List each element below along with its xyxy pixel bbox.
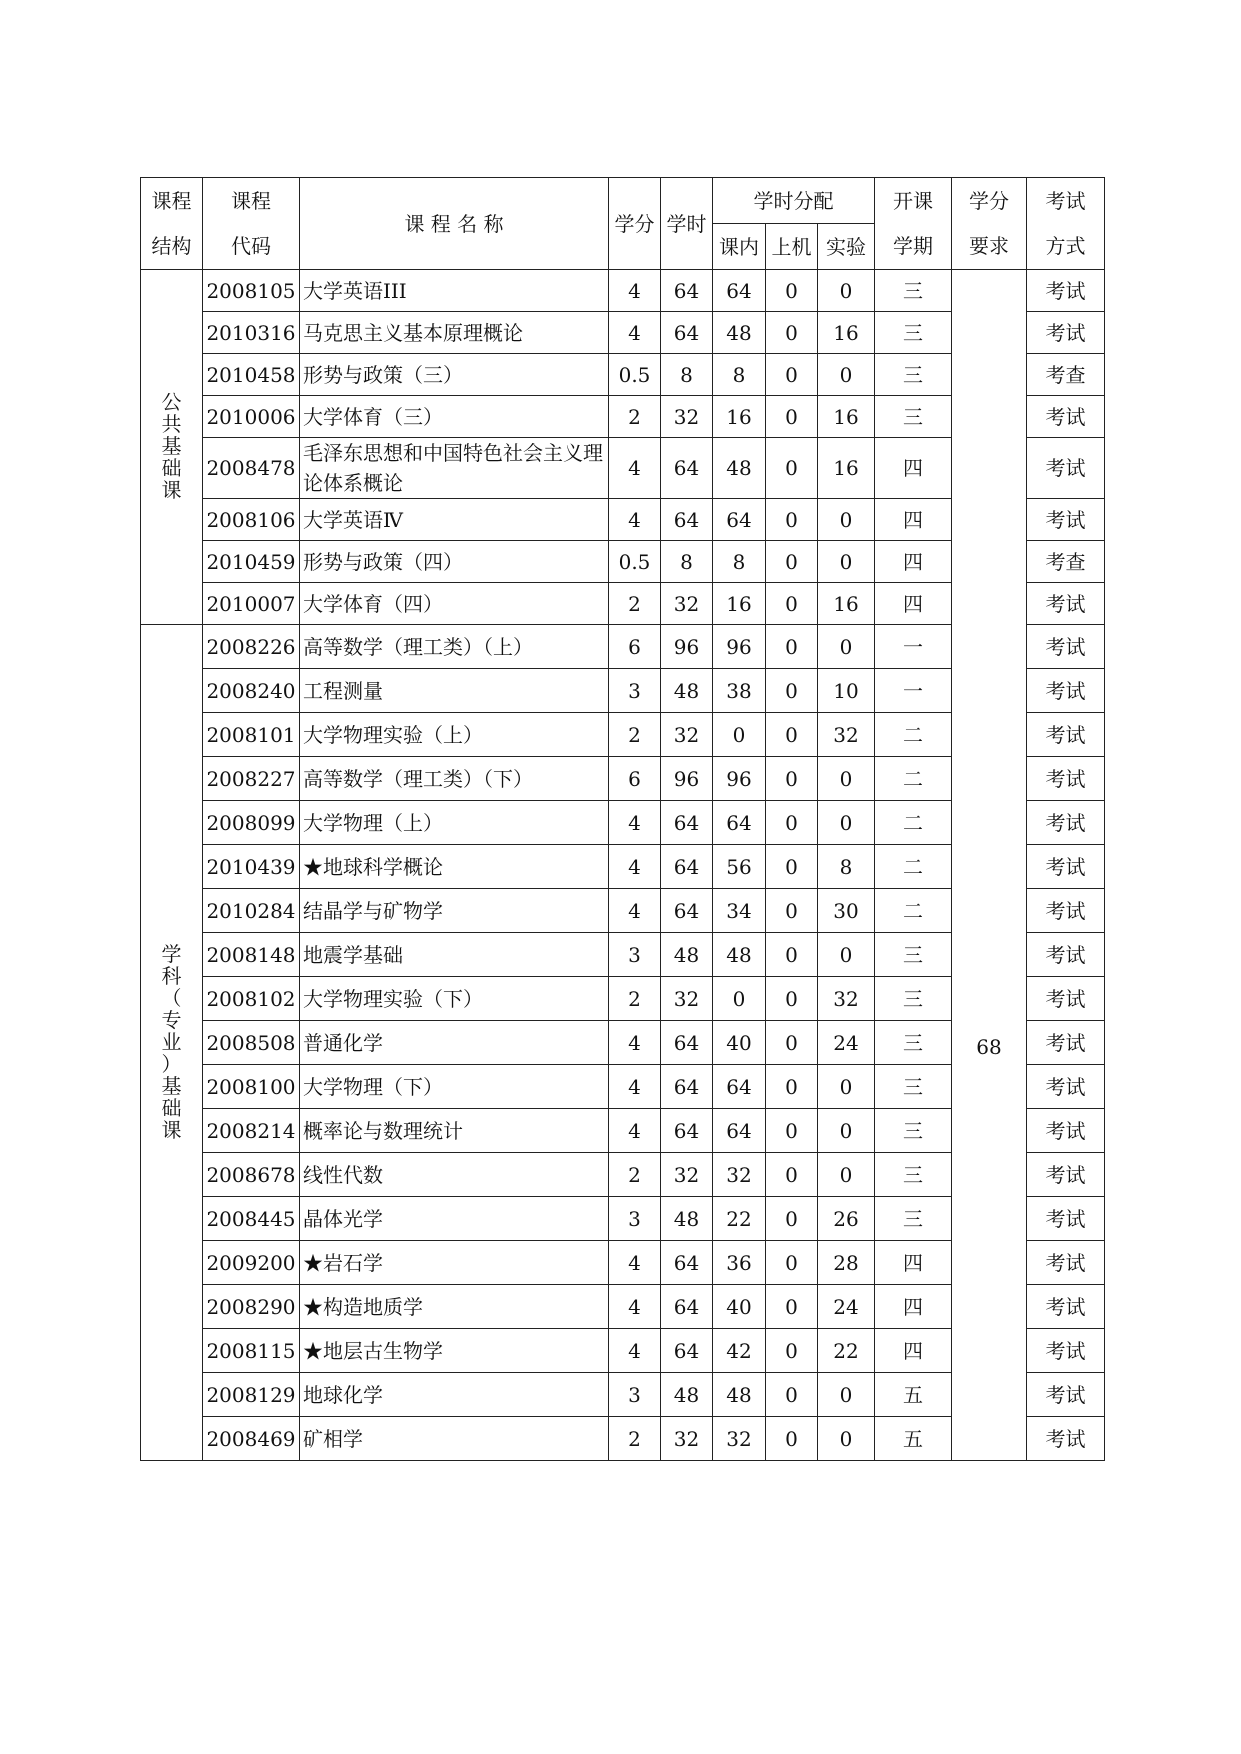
course-exam-method: 考试 (1027, 1373, 1105, 1417)
hours-in-class: 8 (713, 541, 766, 583)
course-exam-method: 考试 (1027, 757, 1105, 801)
course-semester: 五 (875, 1417, 952, 1461)
course-credit: 3 (609, 933, 661, 977)
header-computer: 上机 (766, 224, 818, 270)
course-code: 2008129 (203, 1373, 300, 1417)
course-semester: 三 (875, 1197, 952, 1241)
hours-lab: 0 (818, 757, 875, 801)
hours-computer: 0 (766, 438, 818, 499)
course-structure-group (141, 270, 203, 625)
course-exam-method: 考试 (1027, 1329, 1105, 1373)
required-credits-value: 68 (952, 270, 1027, 1461)
course-semester: 一 (875, 625, 952, 669)
hours-computer: 0 (766, 1329, 818, 1373)
course-code: 2010006 (203, 396, 300, 438)
course-credit: 3 (609, 1197, 661, 1241)
course-name: 形势与政策（三） (300, 354, 609, 396)
course-name: 大学物理（上） (300, 801, 609, 845)
hours-lab: 16 (818, 312, 875, 354)
hours-computer: 0 (766, 1373, 818, 1417)
course-code: 2010007 (203, 583, 300, 625)
course-name: 大学英语Ⅳ (300, 499, 609, 541)
hours-computer: 0 (766, 312, 818, 354)
group-label-char: 基 (161, 1073, 182, 1098)
course-code: 2009200 (203, 1241, 300, 1285)
group-label-char: ） (161, 1051, 182, 1076)
header-in-class: 课内 (713, 224, 766, 270)
hours-computer: 0 (766, 499, 818, 541)
hours-in-class: 64 (713, 1065, 766, 1109)
course-credit: 4 (609, 312, 661, 354)
course-exam-method: 考试 (1027, 713, 1105, 757)
course-name: ★地层古生物学 (300, 1329, 609, 1373)
course-credit: 2 (609, 1417, 661, 1461)
course-credit: 4 (609, 1329, 661, 1373)
hours-computer: 0 (766, 1109, 818, 1153)
hours-lab: 16 (818, 438, 875, 499)
course-semester: 四 (875, 1329, 952, 1373)
hours-in-class: 38 (713, 669, 766, 713)
hours-lab: 10 (818, 669, 875, 713)
course-credit: 4 (609, 438, 661, 499)
hours-lab: 0 (818, 1153, 875, 1197)
course-hours: 64 (661, 801, 713, 845)
course-name: 地震学基础 (300, 933, 609, 977)
hours-computer: 0 (766, 1285, 818, 1329)
course-exam-method: 考试 (1027, 270, 1105, 312)
hours-lab: 30 (818, 889, 875, 933)
hours-lab: 28 (818, 1241, 875, 1285)
group-label-char: 学 (161, 941, 182, 966)
course-name: 形势与政策（四） (300, 541, 609, 583)
course-credit: 0.5 (609, 354, 661, 396)
course-credit: 2 (609, 977, 661, 1021)
course-credit: 3 (609, 669, 661, 713)
course-semester: 三 (875, 933, 952, 977)
course-exam-method: 考试 (1027, 312, 1105, 354)
course-name: 高等数学（理工类）（上） (300, 625, 609, 669)
course-hours: 64 (661, 438, 713, 499)
course-exam-method: 考试 (1027, 438, 1105, 499)
hours-in-class: 36 (713, 1241, 766, 1285)
group-label-char: 科 (161, 963, 182, 988)
course-exam-method: 考试 (1027, 977, 1105, 1021)
course-code: 2008214 (203, 1109, 300, 1153)
hours-computer: 0 (766, 845, 818, 889)
hours-lab: 16 (818, 396, 875, 438)
hours-computer: 0 (766, 669, 818, 713)
course-name: 大学体育（三） (300, 396, 609, 438)
course-exam-method: 考试 (1027, 845, 1105, 889)
course-hours: 96 (661, 625, 713, 669)
course-code: 2008290 (203, 1285, 300, 1329)
course-hours: 32 (661, 583, 713, 625)
course-hours: 64 (661, 1329, 713, 1373)
hours-computer: 0 (766, 1065, 818, 1109)
hours-in-class: 48 (713, 1373, 766, 1417)
course-credit: 2 (609, 583, 661, 625)
course-exam-method: 考试 (1027, 1417, 1105, 1461)
table-header (141, 178, 1105, 270)
course-semester: 四 (875, 1285, 952, 1329)
hours-in-class: 48 (713, 312, 766, 354)
course-code: 2008106 (203, 499, 300, 541)
course-semester: 三 (875, 270, 952, 312)
hours-in-class: 48 (713, 933, 766, 977)
group-label-char: 公 (161, 390, 182, 414)
course-semester: 三 (875, 1153, 952, 1197)
header-hours: 学时 (661, 178, 713, 270)
course-name: 结晶学与矿物学 (300, 889, 609, 933)
hours-computer: 0 (766, 1153, 818, 1197)
course-exam-method: 考试 (1027, 583, 1105, 625)
course-semester: 二 (875, 801, 952, 845)
course-name: 毛泽东思想和中国特色社会主义理论体系概论 (300, 438, 609, 499)
course-code: 2010458 (203, 354, 300, 396)
course-code: 2008100 (203, 1065, 300, 1109)
header-required-credits: 学分 要求 (952, 178, 1027, 270)
hours-computer: 0 (766, 625, 818, 669)
course-hours: 8 (661, 354, 713, 396)
course-semester: 三 (875, 396, 952, 438)
header-exam-method: 考试 方式 (1027, 178, 1105, 270)
course-code: 2008105 (203, 270, 300, 312)
course-semester: 一 (875, 669, 952, 713)
course-name: 线性代数 (300, 1153, 609, 1197)
course-credit: 4 (609, 499, 661, 541)
group-label-char: 课 (161, 478, 182, 502)
course-hours: 8 (661, 541, 713, 583)
hours-computer: 0 (766, 889, 818, 933)
course-semester: 三 (875, 1109, 952, 1153)
hours-in-class: 64 (713, 801, 766, 845)
hours-lab: 0 (818, 1373, 875, 1417)
course-exam-method: 考试 (1027, 889, 1105, 933)
course-credit: 0.5 (609, 541, 661, 583)
course-semester: 四 (875, 1241, 952, 1285)
hours-computer: 0 (766, 977, 818, 1021)
course-semester: 三 (875, 312, 952, 354)
hours-lab: 32 (818, 713, 875, 757)
course-hours: 48 (661, 933, 713, 977)
course-hours: 32 (661, 1153, 713, 1197)
course-hours: 64 (661, 270, 713, 312)
course-hours: 64 (661, 1109, 713, 1153)
hours-lab: 8 (818, 845, 875, 889)
hours-computer: 0 (766, 757, 818, 801)
hours-computer: 0 (766, 1197, 818, 1241)
course-credit: 4 (609, 801, 661, 845)
course-credit: 4 (609, 1285, 661, 1329)
course-exam-method: 考试 (1027, 625, 1105, 669)
hours-lab: 32 (818, 977, 875, 1021)
course-semester: 四 (875, 583, 952, 625)
course-code: 2008226 (203, 625, 300, 669)
course-exam-method: 考试 (1027, 499, 1105, 541)
course-name: 高等数学（理工类）（下） (300, 757, 609, 801)
course-name: ★构造地质学 (300, 1285, 609, 1329)
hours-lab: 24 (818, 1285, 875, 1329)
course-exam-method: 考试 (1027, 1285, 1105, 1329)
course-credit: 4 (609, 1241, 661, 1285)
hours-lab: 0 (818, 933, 875, 977)
course-credit: 2 (609, 1153, 661, 1197)
course-code: 2010284 (203, 889, 300, 933)
course-hours: 64 (661, 1241, 713, 1285)
course-semester: 三 (875, 354, 952, 396)
course-semester: 四 (875, 499, 952, 541)
course-exam-method: 考试 (1027, 669, 1105, 713)
course-hours: 64 (661, 845, 713, 889)
hours-lab: 0 (818, 1417, 875, 1461)
hours-computer: 0 (766, 1241, 818, 1285)
hours-computer: 0 (766, 801, 818, 845)
hours-computer: 0 (766, 1417, 818, 1461)
hours-in-class: 96 (713, 757, 766, 801)
course-name: ★地球科学概论 (300, 845, 609, 889)
course-credit: 4 (609, 1109, 661, 1153)
course-name: 矿相学 (300, 1417, 609, 1461)
group-label-char: （ (161, 985, 182, 1010)
course-name: 大学英语III (300, 270, 609, 312)
course-code: 2008445 (203, 1197, 300, 1241)
course-credit: 4 (609, 270, 661, 312)
course-name: 马克思主义基本原理概论 (300, 312, 609, 354)
hours-in-class: 32 (713, 1417, 766, 1461)
course-hours: 64 (661, 1021, 713, 1065)
curriculum-table (140, 177, 1105, 1461)
course-credit: 4 (609, 845, 661, 889)
course-exam-method: 考试 (1027, 1065, 1105, 1109)
course-credit: 3 (609, 1373, 661, 1417)
hours-in-class: 48 (713, 438, 766, 499)
hours-in-class: 64 (713, 499, 766, 541)
course-exam-method: 考试 (1027, 1153, 1105, 1197)
course-credit: 2 (609, 396, 661, 438)
course-hours: 64 (661, 1285, 713, 1329)
course-hours: 64 (661, 499, 713, 541)
course-code: 2008678 (203, 1153, 300, 1197)
course-code: 2008478 (203, 438, 300, 499)
hours-computer: 0 (766, 583, 818, 625)
course-code: 2008508 (203, 1021, 300, 1065)
hours-in-class: 40 (713, 1021, 766, 1065)
hours-in-class: 22 (713, 1197, 766, 1241)
course-name: 地球化学 (300, 1373, 609, 1417)
hours-lab: 26 (818, 1197, 875, 1241)
course-exam-method: 考查 (1027, 541, 1105, 583)
course-name: 普通化学 (300, 1021, 609, 1065)
hours-lab: 0 (818, 1065, 875, 1109)
course-semester: 三 (875, 977, 952, 1021)
hours-lab: 22 (818, 1329, 875, 1373)
hours-in-class: 8 (713, 354, 766, 396)
group-label-char: 础 (161, 456, 182, 480)
hours-in-class: 64 (713, 1109, 766, 1153)
hours-lab: 0 (818, 625, 875, 669)
course-name: 大学体育（四） (300, 583, 609, 625)
hours-lab: 0 (818, 801, 875, 845)
course-code: 2008227 (203, 757, 300, 801)
table-body (141, 270, 1105, 1461)
header-name: 课 程 名 称 (300, 178, 609, 270)
course-exam-method: 考试 (1027, 1241, 1105, 1285)
course-exam-method: 考查 (1027, 354, 1105, 396)
hours-in-class: 32 (713, 1153, 766, 1197)
course-semester: 五 (875, 1373, 952, 1417)
course-credit: 6 (609, 625, 661, 669)
course-credit: 6 (609, 757, 661, 801)
course-exam-method: 考试 (1027, 1021, 1105, 1065)
course-semester: 四 (875, 541, 952, 583)
course-name: 大学物理实验（下） (300, 977, 609, 1021)
course-name: 晶体光学 (300, 1197, 609, 1241)
course-credit: 2 (609, 713, 661, 757)
course-hours: 32 (661, 396, 713, 438)
header-structure: 课程 结构 (141, 178, 203, 270)
hours-in-class: 34 (713, 889, 766, 933)
hours-lab: 16 (818, 583, 875, 625)
hours-computer: 0 (766, 933, 818, 977)
hours-in-class: 56 (713, 845, 766, 889)
course-semester: 三 (875, 1065, 952, 1109)
course-exam-method: 考试 (1027, 1109, 1105, 1153)
course-exam-method: 考试 (1027, 396, 1105, 438)
course-code: 2008240 (203, 669, 300, 713)
course-hours: 64 (661, 889, 713, 933)
course-name: 大学物理（下） (300, 1065, 609, 1109)
course-code: 2008115 (203, 1329, 300, 1373)
course-code: 2008101 (203, 713, 300, 757)
header-credit: 学分 (609, 178, 661, 270)
hours-computer: 0 (766, 713, 818, 757)
group-label-char: 础 (161, 1095, 182, 1120)
hours-lab: 0 (818, 541, 875, 583)
course-exam-method: 考试 (1027, 1197, 1105, 1241)
course-semester: 二 (875, 845, 952, 889)
course-structure-group (141, 625, 203, 1461)
hours-lab: 0 (818, 499, 875, 541)
group-label-char: 业 (161, 1029, 182, 1054)
course-credit: 4 (609, 1065, 661, 1109)
course-hours: 32 (661, 713, 713, 757)
header-semester: 开课 学期 (875, 178, 952, 270)
header-lab: 实验 (818, 224, 875, 270)
hours-in-class: 42 (713, 1329, 766, 1373)
course-hours: 48 (661, 1373, 713, 1417)
course-code: 2010439 (203, 845, 300, 889)
hours-computer: 0 (766, 354, 818, 396)
course-hours: 64 (661, 312, 713, 354)
course-hours: 32 (661, 977, 713, 1021)
hours-computer: 0 (766, 541, 818, 583)
course-code: 2010459 (203, 541, 300, 583)
course-name: ★岩石学 (300, 1241, 609, 1285)
course-semester: 二 (875, 713, 952, 757)
group-label-char: 共 (161, 412, 182, 436)
hours-computer: 0 (766, 1021, 818, 1065)
course-exam-method: 考试 (1027, 801, 1105, 845)
hours-in-class: 64 (713, 270, 766, 312)
course-code: 2008148 (203, 933, 300, 977)
course-semester: 二 (875, 757, 952, 801)
course-code: 2010316 (203, 312, 300, 354)
course-hours: 48 (661, 1197, 713, 1241)
group-label-char: 专 (161, 1007, 182, 1032)
course-credit: 4 (609, 1021, 661, 1065)
table-row (141, 270, 1105, 312)
hours-in-class: 0 (713, 713, 766, 757)
group-label-char: 基 (161, 434, 182, 458)
hours-lab: 0 (818, 1109, 875, 1153)
course-code: 2008102 (203, 977, 300, 1021)
course-name: 大学物理实验（上） (300, 713, 609, 757)
header-code: 课程 代码 (203, 178, 300, 270)
hours-in-class: 96 (713, 625, 766, 669)
hours-lab: 0 (818, 354, 875, 396)
hours-in-class: 40 (713, 1285, 766, 1329)
group-label-char: 课 (161, 1117, 182, 1142)
hours-in-class: 16 (713, 583, 766, 625)
course-semester: 四 (875, 438, 952, 499)
course-hours: 32 (661, 1417, 713, 1461)
hours-in-class: 16 (713, 396, 766, 438)
hours-computer: 0 (766, 396, 818, 438)
course-semester: 二 (875, 889, 952, 933)
hours-computer: 0 (766, 270, 818, 312)
course-semester: 三 (875, 1021, 952, 1065)
course-code: 2008099 (203, 801, 300, 845)
hours-lab: 0 (818, 270, 875, 312)
hours-in-class: 0 (713, 977, 766, 1021)
course-name: 概率论与数理统计 (300, 1109, 609, 1153)
course-exam-method: 考试 (1027, 933, 1105, 977)
header-hour-allocation: 学时分配 (713, 178, 875, 224)
course-code: 2008469 (203, 1417, 300, 1461)
course-credit: 4 (609, 889, 661, 933)
course-hours: 48 (661, 669, 713, 713)
course-hours: 96 (661, 757, 713, 801)
course-hours: 64 (661, 1065, 713, 1109)
course-name: 工程测量 (300, 669, 609, 713)
hours-lab: 24 (818, 1021, 875, 1065)
